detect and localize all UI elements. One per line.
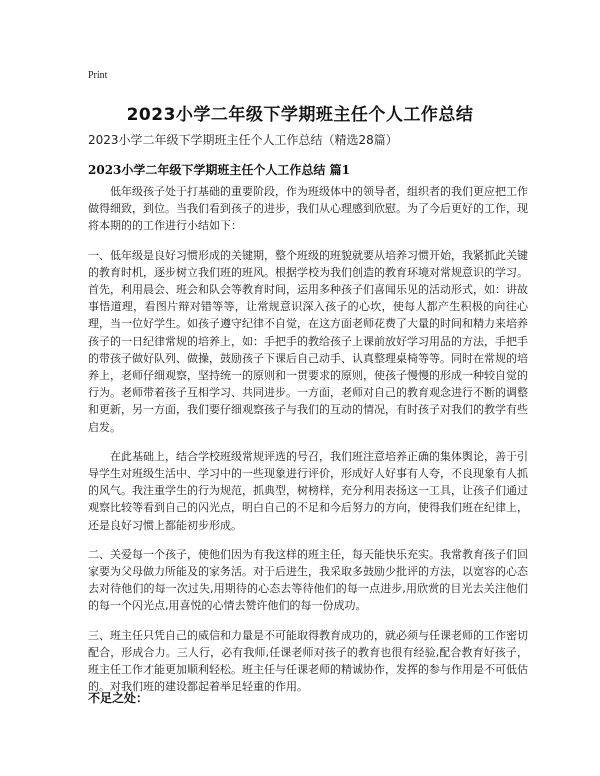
document-title: 2023小学二年级下学期班主任个人工作总结	[126, 105, 474, 125]
print-label[interactable]: Print	[88, 70, 108, 81]
paragraph-collective-opinion: 在此基础上，结合学校班级常规评选的号召，我们班注意培养正确的集体舆论，善于引导学生对班级生活中、学习中的一些现象进行评价，形成好人好事有人夸，不良现象有人抓的风气。我注重学生的行为规范，抓典型，树榜样，充分利用表扬这一工具，让孩子们通过观察比较等看到自己的闪光点，明白自己的不足和今后努力的方向，使得我们班在纪律上，还是良好习惯上都能初步形成。	[88, 449, 528, 532]
document-body	[88, 183, 528, 707]
paragraph-cooperation: 三、班主任只凭自己的威信和力量是不可能取得教育成功的，就必须与任课老师的工作密切配合，形成合力。三人行，必有我师,任课老师对孩子的教育也很有经验,配合教育好孩子，班主任工作才能更加顺利轻松。班主任与任课老师的精诚协作，发挥的参与作用是不可低估的。对我们班的建设都起着举足轻重的作用。	[88, 628, 528, 694]
paragraph-intro: 低年级孩子处于打基础的重要阶段，作为班级体中的领导者，组织者的我们更应把工作做得细致，到位。当我们看到孩子的进步，我们从心理感到欣慰。为了今后更好的工作，现将本期的的工作进行小结如下：	[88, 185, 528, 233]
shortcomings-heading: 不足之处：	[88, 691, 149, 705]
paragraph-habits: 一、低年级是良好习惯形成的关键期，整个班级的班貌就要从培养习惯开始，我紧抓此关键的教育时机，逐步树立我们班的班风。根据学校为我们创造的教育环境对常规意识的学习。首先，利用晨会、班会和队会等教育时间，运用多种孩子们喜闻乐见的活动形式，如：讲故事悟道理，看图片辩对错等等，让常规意识深入孩子的心坎，使每人都产生积极的向往心理，当一位好学生。如孩子遵守纪律不自觉，在这方面老师花费了大量的时间和精力来培养孩子的一日纪律常规的培养上，如：手把手的教给孩子上课前放好学习用品的方法，手把手的带孩子做好队列、做操，鼓励孩子下课后自己动手、认真整理桌椅等等。同时在常规的培养上，老师仔细观察，坚持统一的原则和一贯要求的原则，使孩子慢慢的形成一种较自觉的行为。老师带着孩子互相学习、共同进步。一方面，老师对自己的教育观念进行不断的调整和更新，另一方面，我们要仔细观察孩子与我们的互动的情况，有时孩子对我们的教学有些启发。	[88, 248, 528, 434]
document-subtitle: 2023小学二年级下学期班主任个人工作总结（精选28篇）	[88, 133, 398, 147]
paragraph-care: 二、关爱每一个孩子，使他们因为有我这样的班主任，每天能快乐充实。我常教育孩子们回家要为父母做力所能及的家务活。对于后进生，我采取多鼓励少批评的方法，以宽容的心态去对待他们的每一次过失,用期待的心态去等待他们的每一点进步,用欣赏的目光去关注他们的每一个闪光点,用喜悦的心情去赞许他们的每一份成功。	[88, 547, 528, 613]
section-heading: 2023小学二年级下学期班主任个人工作总结 篇1	[88, 163, 350, 177]
